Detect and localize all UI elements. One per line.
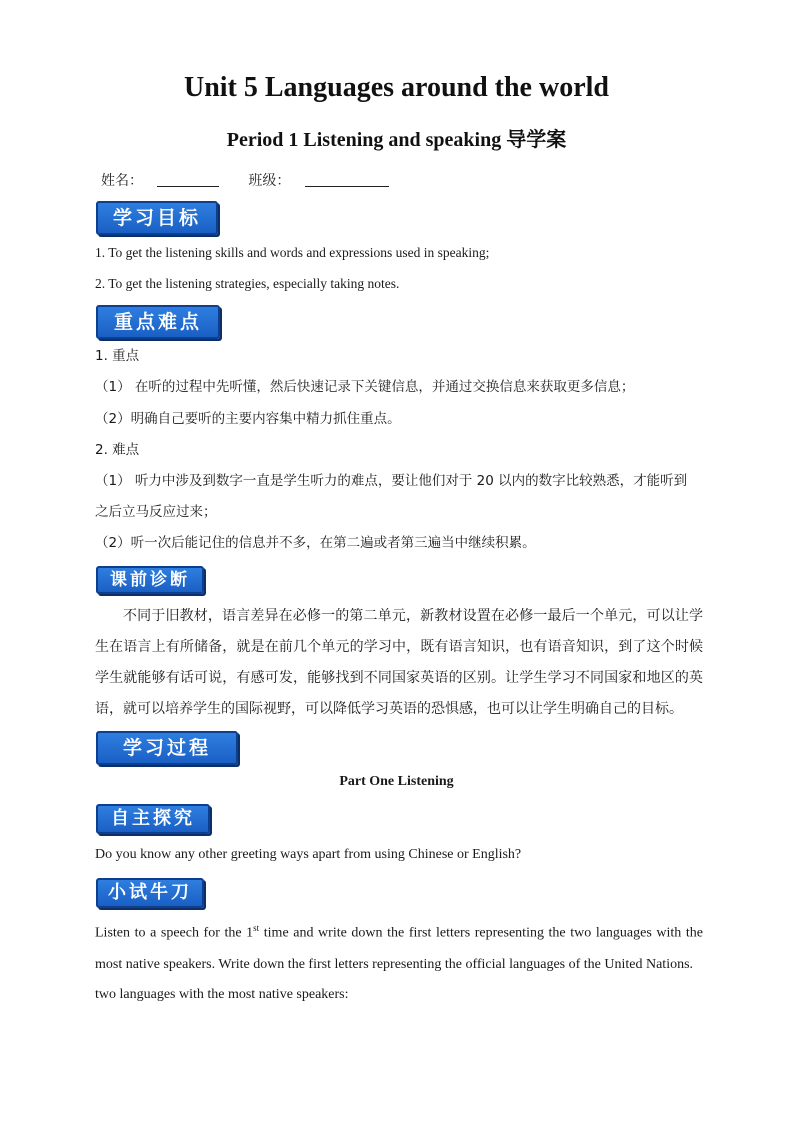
try-it-instructions: [95, 913, 703, 980]
class-blank[interactable]: [305, 172, 389, 187]
difficulty-heading: 2. 难点: [95, 442, 140, 458]
try-it-prompt: two languages with the most native speakers:: [95, 987, 349, 1002]
page-subtitle: Period 1 Listening and speaking 导学案: [226, 129, 567, 151]
difficulty-item-1: （1） 听力中涉及到数字一直是学生听力的难点，要让他们对于 20 以内的数字比较熟悉，才能听到: [95, 473, 688, 489]
focus-item-2: （2）明确自己要听的主要内容集中精力抓住重点。: [95, 411, 401, 427]
pre-diagnosis-badge: 课前诊断: [96, 566, 204, 594]
name-label: 姓名：: [101, 173, 143, 189]
self-explore-question: Do you know any other greeting ways apart from using Chinese or English?: [95, 847, 522, 862]
difficulty-item-2: （2）听一次后能记住的信息并不多，在第二遍或者第三遍当中继续积累。: [95, 535, 536, 551]
self-explore-badge: 自主探究: [96, 804, 210, 834]
page-title: Unit 5 Languages around the world: [183, 72, 609, 103]
student-info-row: [101, 170, 389, 190]
ordinal-suffix: st: [253, 923, 260, 933]
process-badge: 学习过程: [96, 731, 238, 765]
objective-1: 1. To get the listening skills and words and expressions used in speaking;: [95, 245, 490, 260]
focus-item-1: （1） 在听的过程中先听懂，然后快速记录下关键信息，并通过交换信息来获取更多信息；: [95, 379, 635, 395]
pre-diagnosis-paragraph: 不同于旧教材，语言差异在必修一的第二单元，新教材设置在必修一最后一个单元，可以让学生在语言上有所储备，就是在前几个单元的学习中，既有语言知识，也有语音知识，到了这个时候学生就能够有话可说，有感可发，能够找到不同国家英语的区别。让学生学习不同国家和地区的英语，就可以培养学生的国际视野，可以降低学习英语的恐惧感，也可以让学生明确自己的目标。: [95, 608, 703, 717]
difficulty-item-1-cont: 之后立马反应过来；: [95, 504, 217, 520]
try-it-text-rest: time and write down the first letters representing the two languages with the most native speakers. Write down the first letters representing the official languages of the United Nations.: [95, 925, 703, 972]
key-points-badge: 重点难点: [96, 305, 220, 339]
objectives-badge: 学习目标: [96, 201, 218, 235]
objective-2: 2. To get the listening strategies, especially taking notes.: [95, 276, 400, 291]
name-blank[interactable]: [157, 172, 219, 187]
try-it-badge: 小试牛刀: [96, 878, 204, 908]
part-one-heading: Part One Listening: [339, 774, 454, 789]
focus-heading: 1. 重点: [95, 348, 140, 364]
try-it-text-start: Listen to a speech for the 1: [95, 925, 254, 941]
class-label: 班级：: [248, 173, 291, 189]
